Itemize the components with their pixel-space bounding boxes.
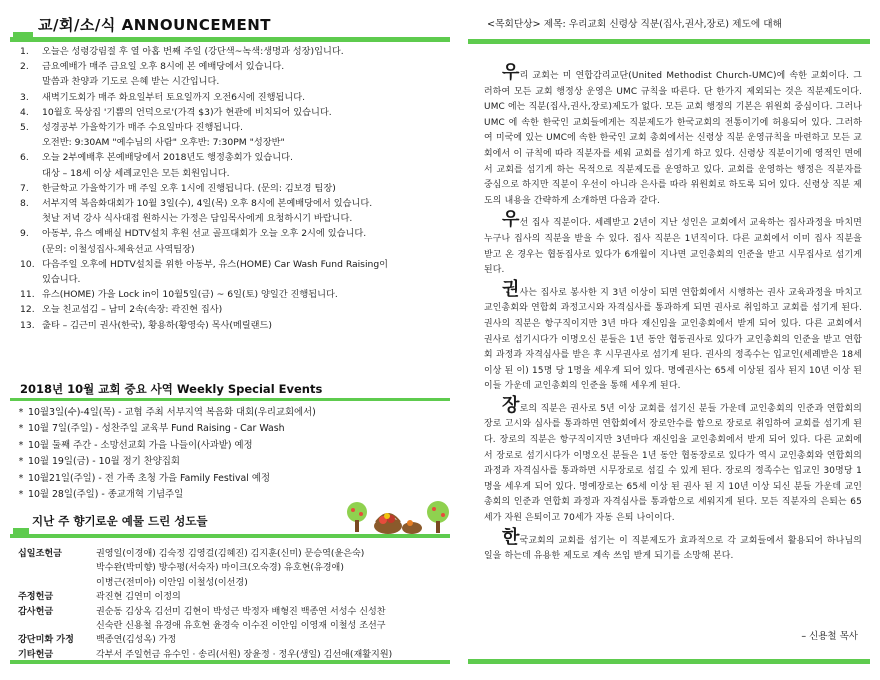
article-paragraph bbox=[484, 62, 862, 209]
announcement-line: 10월호 묵상집 '기쁨의 언덕으로'(가격 $3)가 현관에 비치되어 있습니다. bbox=[42, 106, 332, 118]
event-item bbox=[14, 454, 434, 470]
paragraph-initial: 우 bbox=[502, 209, 520, 231]
announcement-item bbox=[14, 196, 434, 226]
offering-line: 권순동 김상옥 김선미 김현이 박성근 박정자 배형진 백종연 서성수 신성찬 bbox=[96, 606, 386, 617]
offering-names bbox=[96, 605, 438, 634]
paragraph-text: 사는 집사로 봉사한 지 3년 이상이 되면 연합회에서 시행하는 권사 교육과정을 마치고 교인총회와 연합회 과정고시와 자격심사를 통과하게 되면 권사로 취임하고 교회를 섬기게 된다. 권사의 직분은 항구직이지만 3년 마다 재신임을 교인총회에서 받게 되어 있다. 다른 교회에서 권사로 섬기시다가 이명오신 분들은 1년 동안 협동권사로 있다가 교인총회의 인준을 받고 연합회 과정과 자격심사를 받은 후 시무권사로 섬기게 된다. 권사의 정족수는 입교인(세례받은 18세 이상 된 이) 15명 당 1명을 세우게 되어 있다. 명예권사는 65세 이상된 집사 된지 10년 이상 된 이들 가운데 교인총회의 인준을 통해 세우게 된다. bbox=[484, 287, 862, 392]
event-text: 10월 둘째 주간 - 소망선교회 가을 나들이(사과밭) 예정 bbox=[28, 439, 253, 451]
announcement-number: 3. bbox=[20, 91, 29, 103]
announcement-line: 새벽기도회가 매주 화요일부터 토요일까지 오전6시에 진행됩니다. bbox=[42, 91, 305, 103]
announcement-line: 서부지역 복음화대회가 10월 3일(수), 4일(목) 오후 8시에 본예배당에서 있습니다. bbox=[42, 198, 373, 210]
offering-label: 십일조헌금 bbox=[18, 549, 62, 559]
announcement-line: 말씀과 찬양과 기도로 은혜 받는 시간입니다. bbox=[42, 76, 220, 88]
announcement-number: 4. bbox=[20, 106, 29, 118]
announcement-line: 첫날 저녁 강사 식사대접 원하시는 가정은 담임목사에게 요청하시기 바랍니다. bbox=[42, 213, 353, 225]
announcement-text bbox=[42, 120, 434, 150]
events-list bbox=[14, 405, 434, 503]
paragraph-text: 국교회의 교회를 섬기는 이 직분제도가 효과적으로 각 교회들에서 활용되어 하나님의 일을 하는데 유용한 제도로 계속 쓰임 받게 되기를 소망해 본다. bbox=[484, 535, 862, 562]
announcement-text bbox=[42, 196, 434, 226]
announcement-item bbox=[14, 257, 434, 287]
announcement-text bbox=[42, 257, 434, 287]
announcement-item bbox=[14, 287, 434, 302]
event-text: 10월 19일(금) - 10월 정기 찬양집회 bbox=[28, 456, 180, 468]
announcement-item bbox=[14, 120, 434, 150]
announcement-line: 출타 – 김근미 권사(한국), 황용하(황영숙) 목사(메릴랜드) bbox=[42, 319, 272, 331]
star-bullet-icon: * bbox=[18, 423, 24, 435]
announcement-number: 5. bbox=[20, 122, 29, 134]
announcement-line: 있습니다. bbox=[42, 274, 81, 286]
event-item bbox=[14, 405, 434, 421]
event-text: 10월 28일(주일) - 종교개혁 기념주일 bbox=[28, 489, 184, 501]
offering-row bbox=[18, 605, 438, 634]
note-icon bbox=[13, 526, 31, 536]
offering-names bbox=[96, 633, 438, 647]
announcement-title: 교/회/소/식 ANNOUNCEMENT bbox=[38, 16, 272, 34]
star-bullet-icon: * bbox=[18, 472, 24, 484]
star-bullet-icon: * bbox=[18, 407, 24, 418]
offering-row bbox=[18, 633, 438, 647]
announcement-line: 다음주일 오후에 HDTV설치를 위한 아동부, 유스(HOME) Car Wash Fund Raising이 bbox=[42, 258, 389, 270]
offerings-title: 지난 주 향기로운 예물 드린 성도들 bbox=[32, 514, 208, 528]
announcement-line: 오늘은 성령강림절 후 열 아홉 번째 주일 (강단색~녹색:생명과 성장)입니다. bbox=[42, 46, 344, 57]
announcement-number: 6. bbox=[20, 152, 29, 164]
offering-label: 강단미화 가정 bbox=[18, 635, 74, 646]
announcement-number: 1. bbox=[20, 46, 29, 57]
announcement-text bbox=[42, 302, 434, 317]
tree-basket-illustration bbox=[340, 496, 450, 538]
announcement-line: (문의: 이철성집사-체육선교 사역팀장) bbox=[42, 243, 195, 255]
announcement-text bbox=[42, 44, 434, 59]
offering-line: 권영일(이경애) 김숙정 김영걸(김혜진) 김지훈(신미) 문승역(윤은숙) bbox=[96, 549, 365, 559]
paragraph-text: 선 집사 직분이다. 세례받고 2년이 지난 성인은 교회에서 교육하는 집사과정을 마치면 누구나 집사의 직분을 받을 수 있다. 집사 직분은 1년직이다. 다른 교회에서 이미 집사 직분을 받고 온 경우는 협동집사로 있다가 6개월이 지나면 교인총회의 인준을 받고 시무집사로 섬기게 된다. bbox=[484, 218, 862, 276]
article-heading: <목회단상> 제목: 우리교회 신령상 직분(집사,권사,장로) 제도에 대해 bbox=[487, 19, 783, 30]
announcement-number: 7. bbox=[20, 182, 29, 194]
article-paragraph bbox=[484, 526, 862, 565]
article-paragraph bbox=[484, 278, 862, 395]
announcement-item bbox=[14, 90, 434, 105]
announcement-list bbox=[14, 44, 434, 333]
announcement-line: 금요예배가 매주 금요일 오후 8시에 본 예배당에서 있습니다. bbox=[42, 61, 285, 73]
announcement-rule-top bbox=[10, 37, 450, 42]
announcement-item bbox=[14, 105, 434, 120]
announcement-item bbox=[14, 226, 434, 256]
announcement-text bbox=[42, 105, 434, 120]
event-item bbox=[14, 471, 434, 487]
announcement-line: 아동부, 유스 예배실 HDTV설치 후원 선교 골프대회가 오늘 오후 2시에 있습니다. bbox=[42, 228, 367, 240]
announcement-number: 13. bbox=[20, 319, 35, 331]
event-text: 10월21일(주일) - 전 가족 초청 가을 Family Festival 예정 bbox=[28, 472, 271, 484]
announcement-item bbox=[14, 181, 434, 196]
paragraph-initial: 권 bbox=[502, 278, 520, 300]
announcement-number: 12. bbox=[20, 304, 35, 316]
offering-line: 박수완(박미향) 방수평(서숙자) 마이크(오숙경) 유호현(유경애) bbox=[96, 563, 344, 574]
announcement-line: 성경공부 가을학기가 매주 수요일마다 진행됩니다. bbox=[42, 122, 243, 134]
offerings-table bbox=[18, 547, 438, 662]
offering-names bbox=[96, 547, 438, 590]
announcement-line: 오늘 2부예배후 본예배당에서 2018년도 행정총회가 있습니다. bbox=[42, 152, 293, 164]
article-paragraph bbox=[484, 209, 862, 278]
event-item bbox=[14, 421, 434, 437]
article-author: – 신용철 목사 bbox=[801, 631, 858, 642]
left-bottom-rule bbox=[10, 660, 450, 664]
announcement-line: 유스(HOME) 가을 Lock in이 10월5일(금) ~ 6일(토) 양일간 진행됩니다. bbox=[42, 289, 338, 301]
announcement-item bbox=[14, 59, 434, 89]
offering-line: 백종연(김성옥) 가정 bbox=[96, 635, 177, 646]
announcement-line: 한글학교 가을학기가 매 주일 오후 1시에 진행됩니다. (문의: 김보경 팀장) bbox=[42, 182, 336, 194]
offering-label: 감사헌금 bbox=[18, 606, 54, 617]
announcement-number: 2. bbox=[20, 61, 29, 73]
announcement-number: 10. bbox=[20, 258, 35, 270]
announcement-text bbox=[42, 318, 434, 333]
article-rule-bottom bbox=[468, 659, 870, 664]
offering-row bbox=[18, 590, 438, 604]
announcement-line: 오전반: 9:30AM "예수님의 사람" 오후반: 7:30PM "성장반" bbox=[42, 137, 285, 149]
offering-names bbox=[96, 590, 438, 604]
announcement-text bbox=[42, 287, 434, 302]
announcement-item bbox=[14, 302, 434, 317]
announcement-text bbox=[42, 181, 434, 196]
paragraph-text: 리 교회는 미 연합감리교단(United Methodist Church-UMC)에 속한 교회이다. 그러하여 모든 교회 행정상 운영은 UMC 규칙을 따른다. 단 한가지 제외되는 것은 직분제도이다. UMC 에는 직분(집사,권사,장로)제도가 없다. 모든 교회 행정의 기본은 위원회 중심이다. 그러나 UMC 에 속한 한국인 교회들에게는 직분제도가 한국교회의 전통이기에 허용되어 있다. 그러하여 미국에 있는 UMC에 속한 한국인 교회 총회에서는 신령상 직분 운영규칙을 마련하고 모든 교회에서 이 규칙에 따라 직분자를 세워 교회를 섬기게 하고 있다. 신령상 직분이기에 영적인 면에서 교회를 섬기게 하는 목적으로 직분제도를 운영하고 있다. 교회를 운영하는 행정은 직분자를 중심으로 하지만 직분이 우선이 아니라 은사를 따라 위원회로 하도록 되어 있다. 신령상 직분 제도의 내용을 간략하게 소개하면 다음과 같다. bbox=[484, 71, 862, 206]
events-rule bbox=[10, 398, 450, 401]
offering-line: 신숙란 신용철 유경애 유호현 윤경숙 이수진 이안임 이영재 이철성 조선구 bbox=[96, 621, 386, 632]
events-title: 2018년 10월 교회 중요 사역 Weekly Special Events bbox=[20, 382, 323, 396]
offering-line: 각부서 주일헌금 유수인 · 송리(서원) 장윤정 · 정우(생일) 김선애(재활지원) bbox=[96, 649, 393, 660]
announcement-text bbox=[42, 90, 434, 105]
article-rule-top bbox=[468, 39, 870, 44]
paragraph-initial: 장 bbox=[502, 394, 520, 416]
announcement-number: 8. bbox=[20, 198, 29, 210]
announcement-line: 오늘 친교섬김 – 남미 2속(속장: 곽진현 집사) bbox=[42, 304, 223, 316]
announcement-line: 대상 – 18세 이상 세례교인은 모든 회원입니다. bbox=[42, 167, 230, 179]
announcement-text bbox=[42, 150, 434, 180]
announcement-item bbox=[14, 150, 434, 180]
paragraph-initial: 우 bbox=[502, 62, 520, 83]
paragraph-text: 로의 직분은 권사로 5년 이상 교회를 섬기신 분들 가운데 교인총회의 인준과 연합회의 장로 고시와 심사를 통과하면 연합회에서 장로안수를 함으로 장로로 취임하여 교회를 섬기게 된다. 장로의 직분은 항구직이지만 3년마다 재신임을 교인총회에서 받게 되어 있다. 다른 교회에서 장로로 섬기시다가 이명오신 분들은 1년 동안 협동장로로 있다가 역시 교인총회와 연합회의 과정과 자격심사를 통과하면 시무장로로 섬길 수 있게 된다. 장로의 정족수는 입교인 30명당 1명을 세우게 되어 있다. 명예장로는 65세 이상 된 권사 된 지 10년 이상 되신 분들 가운데 교인총회의 인준과 연합회 과정과 자격심사를 통과함으로 세워지게 된다. 모든 직분자의 은퇴는 65세가 자원 은퇴이고 70세가 자동 은퇴 나이이다. bbox=[484, 403, 862, 524]
event-text: 10월3일(수)-4일(목) - 교협 주최 서부지역 복음화 대회(우리교회에서) bbox=[28, 407, 316, 418]
offering-label: 기타헌금 bbox=[18, 649, 54, 660]
article-body bbox=[484, 62, 862, 571]
offering-line: 곽진현 김연미 이정의 bbox=[96, 592, 181, 603]
announcement-number: 9. bbox=[20, 228, 29, 240]
star-bullet-icon: * bbox=[18, 489, 24, 501]
offering-line: 이병근(전미아) 이안임 이철성(이선경) bbox=[96, 577, 248, 588]
offering-row bbox=[18, 547, 438, 590]
article-paragraph bbox=[484, 394, 862, 527]
star-bullet-icon: * bbox=[18, 439, 24, 451]
event-item bbox=[14, 438, 434, 454]
announcement-text bbox=[42, 226, 434, 256]
announcement-text bbox=[42, 59, 434, 89]
announcement-item bbox=[14, 44, 434, 59]
offering-label: 주정헌금 bbox=[18, 592, 54, 603]
event-text: 10월 7일(주일) - 성찬주일 교육부 Fund Raising - Car Wash bbox=[28, 423, 285, 435]
star-bullet-icon: * bbox=[18, 456, 24, 468]
announcement-number: 11. bbox=[20, 289, 35, 301]
announcement-item bbox=[14, 318, 434, 333]
note-icon bbox=[13, 28, 35, 42]
paragraph-initial: 한 bbox=[502, 526, 520, 548]
